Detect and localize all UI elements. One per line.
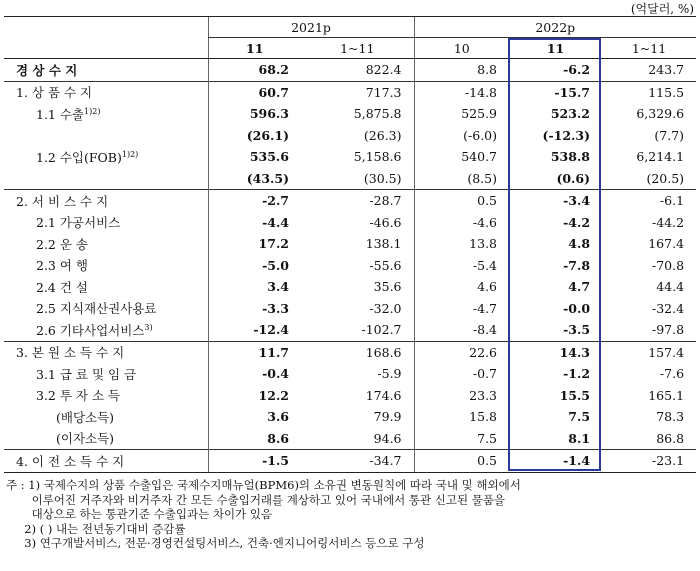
table-cell: -15.7: [509, 81, 602, 103]
table-cell: 94.6: [373, 430, 402, 446]
table-row: [4, 363, 696, 385]
table-cell: 0.5: [414, 190, 509, 212]
table-cell: (30.5): [363, 170, 402, 186]
table-cell: 165.1: [648, 387, 685, 403]
table-cell: -70.8: [651, 257, 685, 273]
table-cell: 15.8: [414, 406, 509, 428]
table-cell: 15.5: [559, 387, 591, 403]
table-cell: -1.5: [208, 450, 301, 473]
table-cell: -55.6: [369, 257, 402, 273]
row-label: [4, 212, 208, 234]
balance-of-payments-table: [4, 16, 696, 473]
header-year-2021: 2021p: [208, 17, 414, 38]
table-cell: 4.8: [568, 236, 591, 252]
table-cell: (20.5): [646, 170, 685, 186]
header-col-2021-1-11: 1~11: [301, 38, 414, 59]
table-cell: 68.2: [208, 59, 301, 82]
table-cell: 5,875.8: [353, 106, 402, 122]
row-label: [4, 255, 208, 277]
table-cell: 525.9: [414, 103, 509, 125]
header-row-months: [4, 38, 696, 59]
row-label: [4, 81, 208, 103]
table-cell: 35.6: [373, 279, 402, 295]
table-cell: 8.8: [414, 59, 509, 82]
table-cell: -5.9: [377, 366, 402, 382]
row-label-text: 1. 상 품 수 지: [16, 85, 93, 101]
table-cell: 86.8: [656, 430, 685, 446]
table-cell: 174.6: [365, 387, 402, 403]
table-cell: -5.4: [414, 255, 509, 277]
table-cell: 14.3: [509, 341, 602, 363]
table-cell: 0.5: [414, 450, 509, 473]
table-cell: -102.7: [361, 322, 402, 338]
footnote-marker: 1)2): [121, 149, 139, 159]
table-cell: -4.7: [414, 298, 509, 320]
row-label-text: (배당소득): [56, 409, 115, 425]
row-label-text: 4. 이 전 소 득 수 지: [16, 453, 125, 469]
table-body: [4, 59, 696, 473]
table-cell: 138.1: [365, 236, 402, 252]
table-row: [4, 146, 696, 168]
row-label-text: 2.6 기타사업서비스: [36, 322, 145, 338]
table-row: [4, 59, 696, 82]
row-label: [4, 385, 208, 407]
row-label-text: 2.1 가공서비스: [36, 215, 121, 231]
table-cell: 60.7: [208, 81, 301, 103]
table-row: [4, 125, 696, 147]
row-label-text: 2. 서 비 스 수 지: [16, 193, 109, 209]
table-cell: 717.3: [301, 81, 414, 103]
footnote-line: 이루어진 거주자와 비거주자 간 모든 수출입거래를 계상하고 있어 국내에서 통관 신고된 물품을: [6, 492, 506, 507]
row-label: [4, 341, 208, 363]
row-label-text: 2.3 여 행: [36, 258, 88, 274]
row-label: [4, 319, 208, 341]
table-cell: -12.4: [208, 319, 301, 341]
table-row: [4, 212, 696, 234]
table-row: [4, 81, 696, 103]
footnote-marker: 3): [144, 322, 153, 332]
table-cell: -14.8: [414, 81, 509, 103]
row-label: [4, 233, 208, 255]
footnote-line: 3) 연구개발서비스, 전문·경영컨설팅서비스, 건축·엔지니어링서비스 등으로 구성: [6, 536, 425, 550]
table-cell: -44.2: [651, 214, 685, 230]
table-cell: -4.2: [563, 214, 591, 230]
table-row: [4, 319, 696, 341]
row-label: [4, 168, 208, 190]
table-cell: 17.2: [208, 233, 301, 255]
header-row-years: [4, 17, 696, 38]
table-cell: -1.4: [509, 450, 602, 473]
table-cell: -32.4: [651, 300, 685, 316]
table-cell: -46.6: [369, 214, 402, 230]
table-row: [4, 276, 696, 298]
row-label-text: 1.2 수입(FOB): [36, 149, 122, 165]
row-label: [4, 363, 208, 385]
table-row: [4, 103, 696, 125]
table-cell: -8.4: [414, 319, 509, 341]
table-cell: 4.7: [568, 279, 591, 295]
header-col-2022-10: 10: [414, 38, 509, 59]
table-row: [4, 255, 696, 277]
row-label-text: 3.1 급 료 및 임 금: [36, 366, 137, 382]
table-cell: 44.4: [656, 279, 685, 295]
table-cell: 3.6: [208, 406, 301, 428]
row-label: [4, 125, 208, 147]
table-row: [4, 341, 696, 363]
footnote-line: 대상으로 하는 통관기준 수출입과는 차이가 있음: [6, 507, 273, 521]
row-label: [4, 298, 208, 320]
table-cell: -32.0: [369, 300, 402, 316]
table-cell: -0.7: [414, 363, 509, 385]
header-col-2022-11: 11: [509, 38, 602, 59]
row-label: [4, 190, 208, 212]
table-cell: 13.8: [414, 233, 509, 255]
table-cell: 535.6: [208, 146, 301, 168]
table-cell: 523.2: [550, 106, 591, 122]
table-cell: -0.4: [208, 363, 301, 385]
table-cell: (26.3): [363, 127, 402, 143]
table-row: [4, 190, 696, 212]
table-cell: 167.4: [648, 236, 685, 252]
row-label: [4, 59, 208, 82]
table-row: [4, 168, 696, 190]
table-cell: -3.3: [208, 298, 301, 320]
table-cell: -2.7: [208, 190, 301, 212]
table-row: [4, 385, 696, 407]
row-label-text: (이자소득): [56, 431, 115, 447]
table-cell: 538.8: [550, 149, 591, 165]
table-cell: -4.6: [414, 212, 509, 234]
table-cell: -6.2: [509, 59, 602, 82]
header-corner: [4, 17, 208, 38]
table-row: [4, 298, 696, 320]
row-label: [4, 406, 208, 428]
table-cell: 6,329.6: [636, 106, 685, 122]
table-cell: 8.1: [568, 430, 591, 446]
footnote-line: 2) ( ) 내는 전년동기대비 증감률: [6, 521, 186, 536]
table-row: [4, 450, 696, 473]
table-cell: 115.5: [602, 81, 696, 103]
table-cell: -7.6: [659, 366, 685, 382]
row-label: [4, 103, 208, 125]
footnote-line: 주 : 1) 국제수지의 상품 수출입은 국제수지매뉴얼(BPM6)의 소유권 변동원칙에 따라 국내 및 해외에서: [6, 478, 521, 492]
row-label: [4, 428, 208, 450]
table-cell: (-12.3): [542, 127, 591, 143]
table-cell: 168.6: [301, 341, 414, 363]
row-label-text: 2.5 지식재산권사용료: [36, 301, 157, 317]
table-cell: 12.2: [208, 385, 301, 407]
row-label: [4, 450, 208, 473]
table-cell: 157.4: [602, 341, 696, 363]
table-cell: 7.5: [568, 409, 591, 425]
table-cell: 596.3: [208, 103, 301, 125]
table-row: [4, 406, 696, 428]
table-cell: 8.6: [208, 428, 301, 450]
table-cell: 79.9: [373, 409, 402, 425]
table-cell: 822.4: [301, 59, 414, 82]
unit-note: (억달러, %): [630, 2, 694, 16]
header-col-2021-11: 11: [208, 38, 301, 59]
table-row: [4, 428, 696, 450]
table-cell: (43.5): [208, 168, 301, 190]
footnote-marker: 1)2): [84, 106, 101, 116]
row-label-text: 2.2 운 송: [36, 236, 88, 252]
table-cell: -6.1: [602, 190, 696, 212]
table-cell: 5,158.6: [353, 149, 402, 165]
table-cell: -97.8: [651, 322, 685, 338]
table-cell: 22.6: [414, 341, 509, 363]
table-cell: 7.5: [414, 428, 509, 450]
table-cell: 4.6: [414, 276, 509, 298]
table-cell: -7.8: [563, 257, 591, 273]
table-cell: 78.3: [656, 409, 685, 425]
table-cell: 23.3: [414, 385, 509, 407]
table-cell: -28.7: [301, 190, 414, 212]
table-cell: (0.6): [556, 170, 591, 186]
table-cell: -5.0: [208, 255, 301, 277]
row-label-text: 경 상 수 지: [16, 62, 78, 78]
table-cell: -0.0: [563, 300, 591, 316]
header-col-2022-1-11: 1~11: [602, 38, 696, 59]
table-cell: 540.7: [414, 146, 509, 168]
row-label-text: 3. 본 원 소 득 수 지: [16, 345, 125, 361]
table-cell: (26.1): [208, 125, 301, 147]
row-label-text: 2.4 건 설: [36, 279, 88, 295]
table-cell: -1.2: [563, 366, 591, 382]
header-year-2022: 2022p: [414, 17, 696, 38]
row-label: [4, 276, 208, 298]
row-label-text: 3.2 투 자 소 득: [36, 388, 121, 404]
table-row: [4, 233, 696, 255]
row-label-text: 1.1 수출: [36, 106, 85, 122]
table-cell: (-6.0): [414, 125, 509, 147]
table-cell: -4.4: [208, 212, 301, 234]
footnotes: [6, 478, 696, 551]
table-cell: 11.7: [208, 341, 301, 363]
table-cell: (8.5): [414, 168, 509, 190]
table-cell: 3.4: [208, 276, 301, 298]
table-cell: (7.7): [654, 127, 685, 143]
table-cell: -3.5: [563, 322, 591, 338]
header-corner-2: [4, 38, 208, 59]
table-cell: 243.7: [602, 59, 696, 82]
table-cell: -23.1: [602, 450, 696, 473]
table-cell: -34.7: [301, 450, 414, 473]
row-label: [4, 146, 208, 168]
table-cell: -3.4: [509, 190, 602, 212]
table-cell: 6,214.1: [636, 149, 685, 165]
